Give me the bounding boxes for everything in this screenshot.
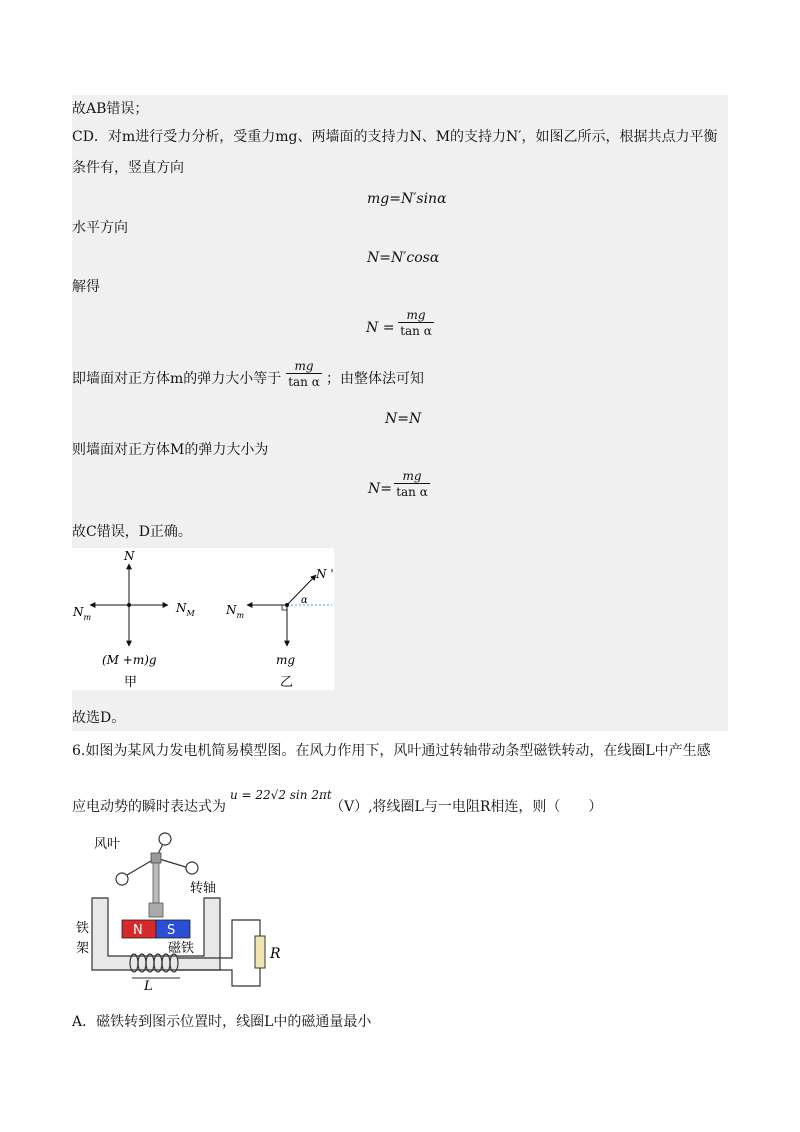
solution-line-2: CD．对m进行受力分析，受重力mg、两墙面的支持力N、M的支持力N′，如图乙所示，根据共点力平衡: [72, 129, 718, 145]
solution-line-5: 解得: [72, 279, 100, 295]
emf-formula: u = 22√2 sin 2πt: [230, 788, 332, 802]
label-magnet: 磁铁: [168, 941, 195, 956]
option-A: A．磁铁转到图示位置时，线圈L中的磁通量最小: [72, 1014, 372, 1030]
label-alpha: α: [301, 595, 308, 606]
label-blade: 风叶: [94, 837, 121, 852]
solution-line-3: 条件有，竖直方向: [72, 160, 184, 176]
solution-line-7: 则墙面对正方体M的弹力大小为: [72, 442, 269, 458]
label-NM: $N_M$: [176, 601, 195, 618]
label-mg: mg: [276, 653, 296, 667]
equation-horizontal: N=N′cosα: [367, 250, 440, 266]
solution-line-4: 水平方向: [72, 220, 128, 236]
label-N-prime: N ': [316, 567, 334, 581]
fraction-numerator: mg: [406, 308, 426, 322]
label-weight: (M +m)g: [102, 653, 157, 667]
label-frame-2: 架: [76, 941, 90, 956]
label-R: R: [270, 946, 281, 962]
caption-yi: 乙: [280, 675, 294, 690]
question-6-line-2b: （V）,将线圈L与一电阻R相连，则（ ）: [330, 799, 603, 815]
wire-bottom: [178, 968, 260, 986]
solution-line-9: 故选D。: [72, 710, 126, 726]
solution-line-1: 故AB错误；: [72, 101, 149, 117]
shaft: [153, 863, 159, 903]
label-magnet-N: N: [133, 923, 143, 938]
solution-line-6a: 即墙面对正方体m的弹力大小等于: [72, 371, 282, 387]
fraction-mg-tan: [398, 308, 434, 339]
equation-result-lhs: N =: [366, 320, 395, 336]
label-magnet-S: S: [167, 923, 176, 938]
equation-final-lhs: N=: [368, 481, 392, 497]
inline-fraction: mg tan α: [286, 359, 322, 390]
force-diagrams: [72, 548, 334, 690]
label-shaft: 转轴: [190, 881, 217, 896]
label-Nm-2: $N_m$: [226, 603, 245, 620]
caption-jia: 甲: [124, 675, 138, 690]
label-Nm: $N_m$: [73, 605, 92, 622]
question-6-line-1: 6.如图为某风力发电机简易模型图。在风力作用下，风叶通过转轴带动条型磁铁转动，在线圈L中产生感: [72, 743, 711, 759]
equation-equal: N=N: [385, 411, 422, 427]
equation-vertical: mg=N′sinα: [367, 191, 447, 207]
resistor-R: [255, 936, 265, 968]
label-frame-1: 铁: [76, 921, 90, 936]
label-N: N: [124, 549, 135, 563]
generator-figure: [72, 828, 292, 994]
fraction-final: mg tan α: [394, 469, 430, 500]
solution-line-6b: ；由整体法可知: [326, 371, 424, 387]
fraction-denominator: tan α: [400, 324, 432, 338]
solution-line-8: 故C错误，D正确。: [72, 524, 192, 540]
question-6-line-2a: 应电动势的瞬时表达式为: [72, 799, 226, 815]
label-L: L: [144, 979, 153, 994]
